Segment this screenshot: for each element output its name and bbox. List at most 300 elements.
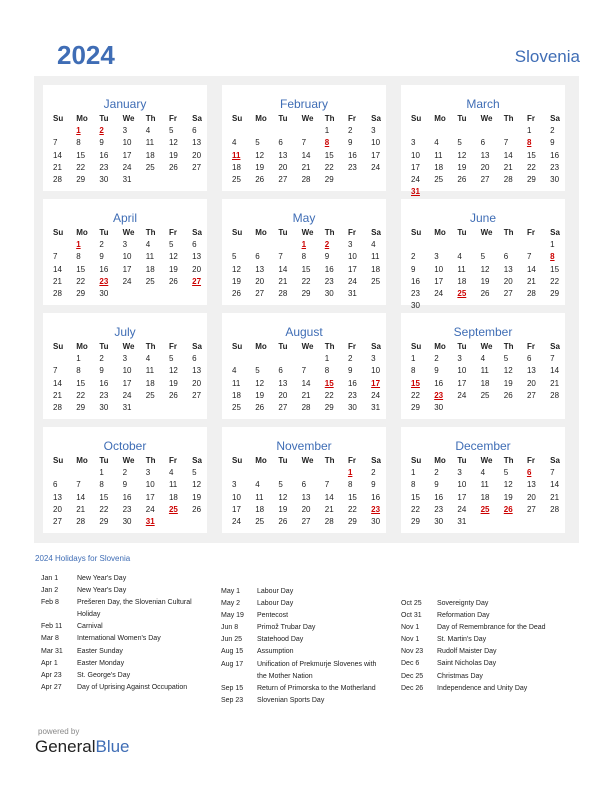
day-cell: 20 xyxy=(53,504,62,514)
day-cell: 25 xyxy=(232,402,241,412)
empty-cell xyxy=(51,240,74,252)
day-cell: 22 xyxy=(76,276,86,286)
weekday-header: Su xyxy=(53,228,64,237)
day-cell: 7 xyxy=(526,252,532,262)
day-cell: 15 xyxy=(411,492,420,502)
day-cell: 29 xyxy=(324,402,334,412)
month-days-grid xyxy=(51,342,207,415)
month-september xyxy=(401,313,565,419)
month-days-grid xyxy=(51,456,207,529)
day-cell: 28 xyxy=(301,174,311,184)
holiday-day-cell: 17 xyxy=(371,378,381,388)
day-cell: 30 xyxy=(434,516,444,526)
holiday-date: May 19 xyxy=(221,612,244,620)
day-cell: 4 xyxy=(371,240,376,250)
weekday-header: We xyxy=(122,456,135,465)
day-cell: 3 xyxy=(232,480,237,490)
empty-cell xyxy=(230,240,253,252)
weekday-header: We xyxy=(122,342,135,351)
day-cell: 7 xyxy=(324,480,330,490)
day-cell: 24 xyxy=(347,276,357,286)
weekday-header: We xyxy=(480,228,493,237)
holiday-date: Oct 31 xyxy=(401,612,422,620)
day-cell: 2 xyxy=(411,252,416,262)
holiday-name: Assumption xyxy=(257,648,294,656)
day-cell: 28 xyxy=(76,516,86,526)
day-cell: 20 xyxy=(480,162,490,172)
day-cell: 27 xyxy=(192,390,202,400)
day-cell: 19 xyxy=(255,390,265,400)
weekday-header: Fr xyxy=(347,114,356,123)
month-july xyxy=(43,313,207,419)
day-cell: 6 xyxy=(192,240,197,250)
weekday-header: We xyxy=(301,228,314,237)
day-cell: 15 xyxy=(76,378,86,388)
empty-cell xyxy=(51,468,74,480)
holiday-entry xyxy=(41,585,216,597)
weekday-header: Th xyxy=(324,456,335,465)
day-cell: 10 xyxy=(122,138,132,148)
day-cell: 2 xyxy=(99,240,104,250)
day-cell: 24 xyxy=(457,504,467,514)
month-name: March xyxy=(466,97,500,111)
day-cell: 31 xyxy=(457,516,467,526)
holidays-title: 2024 Holidays for Slovenia xyxy=(35,554,131,563)
day-cell: 9 xyxy=(99,366,104,376)
day-cell: 5 xyxy=(480,252,486,262)
weekday-header: Su xyxy=(411,228,422,237)
holiday-name: Unification of Prekmurje Slovenes with the Mother Nation xyxy=(257,660,377,680)
weekday-header: Mo xyxy=(76,228,88,237)
weekday-header: Fr xyxy=(526,342,535,351)
weekday-header: Mo xyxy=(434,456,446,465)
day-cell: 25 xyxy=(255,516,265,526)
day-cell: 4 xyxy=(255,480,260,490)
empty-cell xyxy=(276,354,299,366)
empty-cell xyxy=(455,126,478,138)
holiday-day-cell: 2 xyxy=(324,240,330,250)
day-cell: 14 xyxy=(76,492,86,502)
day-cell: 26 xyxy=(192,504,202,514)
day-cell: 26 xyxy=(168,276,178,286)
holiday-name: Easter Monday xyxy=(77,659,125,667)
day-cell: 7 xyxy=(278,252,283,262)
holiday-date: Dec 26 xyxy=(401,684,424,692)
day-cell: 8 xyxy=(301,252,307,262)
day-cell: 4 xyxy=(457,252,462,262)
holiday-entry xyxy=(401,683,581,695)
day-cell: 11 xyxy=(232,378,241,388)
day-cell: 19 xyxy=(232,276,241,286)
day-cell: 20 xyxy=(526,378,536,388)
day-cell: 28 xyxy=(550,504,560,514)
day-cell: 9 xyxy=(99,252,104,262)
weekday-header: Su xyxy=(411,114,422,123)
holiday-date: Apr 1 xyxy=(41,659,58,667)
weekday-header: Su xyxy=(53,456,64,465)
holiday-entry xyxy=(401,658,581,670)
month-days-grid xyxy=(409,456,565,529)
day-cell: 20 xyxy=(255,276,265,286)
holiday-day-cell: 23 xyxy=(371,504,381,514)
empty-cell xyxy=(300,468,323,480)
weekday-header: Sa xyxy=(371,456,381,465)
day-cell: 12 xyxy=(503,366,513,376)
day-cell: 6 xyxy=(503,252,509,262)
holiday-entry xyxy=(221,622,386,634)
month-may xyxy=(222,199,386,305)
day-cell: 15 xyxy=(301,264,311,274)
day-cell: 23 xyxy=(347,162,357,172)
day-cell: 26 xyxy=(278,516,288,526)
day-cell: 5 xyxy=(168,354,174,364)
day-cell: 15 xyxy=(76,150,86,160)
day-cell: 30 xyxy=(122,516,132,526)
day-cell: 12 xyxy=(168,252,178,262)
month-january xyxy=(43,85,207,191)
holiday-entry xyxy=(221,695,386,707)
day-cell: 21 xyxy=(550,378,560,388)
day-cell: 14 xyxy=(278,264,288,274)
holiday-name: Day of Remembrance for the Dead xyxy=(437,624,546,632)
month-name: November xyxy=(276,439,332,453)
day-cell: 28 xyxy=(53,288,62,298)
day-cell: 10 xyxy=(122,252,132,262)
day-cell: 30 xyxy=(371,516,381,526)
day-cell: 25 xyxy=(371,276,381,286)
day-cell: 21 xyxy=(301,390,311,400)
day-cell: 14 xyxy=(324,492,334,502)
day-cell: 16 xyxy=(324,264,334,274)
holiday-entry xyxy=(401,646,581,658)
day-cell: 11 xyxy=(168,480,178,490)
holiday-day-cell: 25 xyxy=(480,504,490,514)
holiday-day-cell: 1 xyxy=(76,126,81,136)
day-cell: 2 xyxy=(122,468,128,478)
day-cell: 20 xyxy=(278,162,288,172)
holiday-day-cell: 2 xyxy=(99,126,104,136)
day-cell: 31 xyxy=(122,402,132,412)
day-cell: 16 xyxy=(347,150,357,160)
day-cell: 17 xyxy=(232,504,241,514)
holiday-name: New Year's Day xyxy=(77,575,127,582)
day-cell: 13 xyxy=(503,264,513,274)
day-cell: 21 xyxy=(53,162,62,172)
weekday-header: Su xyxy=(232,456,243,465)
day-cell: 12 xyxy=(255,150,265,160)
holiday-entry xyxy=(221,586,386,598)
day-cell: 6 xyxy=(278,366,283,376)
month-march xyxy=(401,85,565,197)
empty-cell xyxy=(253,240,276,252)
holiday-day-cell: 31 xyxy=(411,187,420,197)
day-cell: 21 xyxy=(53,390,62,400)
month-days-grid xyxy=(51,114,207,187)
empty-cell xyxy=(525,240,548,252)
holiday-date: May 2 xyxy=(221,600,241,608)
day-cell: 6 xyxy=(278,138,283,148)
day-cell: 12 xyxy=(480,264,490,274)
weekday-header: Sa xyxy=(192,114,202,123)
day-cell: 29 xyxy=(411,402,420,412)
day-cell: 14 xyxy=(550,366,560,376)
weekday-header: We xyxy=(301,114,314,123)
weekday-header: Mo xyxy=(255,342,267,351)
day-cell: 6 xyxy=(301,480,307,490)
holiday-entry xyxy=(221,598,386,610)
day-cell: 22 xyxy=(550,276,560,286)
weekday-header: Fr xyxy=(168,114,177,123)
day-cell: 5 xyxy=(232,252,237,262)
day-cell: 13 xyxy=(526,480,536,490)
day-cell: 17 xyxy=(434,276,444,286)
holiday-name: Pentecost xyxy=(257,612,289,620)
empty-cell xyxy=(300,354,323,366)
day-cell: 14 xyxy=(301,378,311,388)
holiday-name: Carnival xyxy=(77,623,103,631)
holiday-name: Labour Day xyxy=(257,600,294,608)
powered-by-text: powered by xyxy=(38,727,80,736)
day-cell: 22 xyxy=(324,390,334,400)
day-cell: 25 xyxy=(232,174,241,184)
day-cell: 24 xyxy=(145,504,155,514)
holiday-entry xyxy=(41,658,216,670)
generalblue-logo[interactable] xyxy=(35,737,130,757)
day-cell: 5 xyxy=(168,240,174,250)
day-cell: 10 xyxy=(411,150,420,160)
holiday-entry xyxy=(41,633,216,645)
holiday-name: Christmas Day xyxy=(437,672,483,680)
weekday-header: Tu xyxy=(99,342,109,351)
weekday-header: Th xyxy=(324,228,335,237)
holiday-name: Prešeren Day, the Slovenian Cultural Holiday xyxy=(77,599,192,619)
day-cell: 11 xyxy=(255,492,264,502)
day-cell: 2 xyxy=(371,468,376,478)
holiday-name: International Women's Day xyxy=(77,635,161,643)
day-cell: 11 xyxy=(434,150,443,160)
day-cell: 30 xyxy=(99,402,109,412)
holiday-entry xyxy=(41,682,216,694)
day-cell: 23 xyxy=(99,390,109,400)
day-cell: 29 xyxy=(76,288,86,298)
day-cell: 19 xyxy=(168,264,178,274)
day-cell: 18 xyxy=(480,378,490,388)
empty-cell xyxy=(253,126,276,138)
day-cell: 4 xyxy=(232,366,237,376)
holiday-day-cell: 26 xyxy=(503,504,513,514)
empty-cell xyxy=(432,240,455,252)
day-cell: 11 xyxy=(371,252,380,262)
holiday-entry xyxy=(221,659,386,683)
day-cell: 24 xyxy=(457,390,467,400)
empty-cell xyxy=(230,126,253,138)
logo-blue: Blue xyxy=(95,737,130,756)
day-cell: 22 xyxy=(99,504,109,514)
empty-cell xyxy=(51,126,74,138)
month-days-grid xyxy=(409,342,565,415)
day-cell: 1 xyxy=(76,354,81,364)
day-cell: 5 xyxy=(503,468,509,478)
day-cell: 1 xyxy=(411,468,416,478)
day-cell: 16 xyxy=(99,150,109,160)
day-cell: 5 xyxy=(503,354,509,364)
weekday-header: Th xyxy=(503,456,514,465)
day-cell: 19 xyxy=(503,492,513,502)
holiday-name: Return of Primorska to the Motherland xyxy=(257,684,376,692)
day-cell: 8 xyxy=(347,480,353,490)
day-cell: 22 xyxy=(411,504,420,514)
weekday-header: Tu xyxy=(99,114,109,123)
weekday-header: Fr xyxy=(347,342,356,351)
holiday-date: Jan 1 xyxy=(41,575,59,582)
day-cell: 24 xyxy=(371,162,381,172)
weekday-header: Tu xyxy=(278,228,288,237)
weekday-header: Su xyxy=(232,228,243,237)
day-cell: 27 xyxy=(301,516,311,526)
weekday-header: Sa xyxy=(550,456,560,465)
day-cell: 19 xyxy=(192,492,202,502)
day-cell: 4 xyxy=(434,138,439,148)
day-cell: 3 xyxy=(371,126,376,136)
day-cell: 17 xyxy=(122,150,132,160)
day-cell: 19 xyxy=(168,378,178,388)
day-cell: 18 xyxy=(145,264,155,274)
day-cell: 7 xyxy=(301,366,307,376)
day-cell: 11 xyxy=(145,138,155,148)
day-cell: 21 xyxy=(76,504,86,514)
day-cell: 22 xyxy=(526,162,536,172)
holiday-entry xyxy=(401,598,581,610)
day-cell: 29 xyxy=(411,516,420,526)
day-cell: 29 xyxy=(99,516,109,526)
holiday-name: Labour Day xyxy=(257,588,294,595)
weekday-header: Th xyxy=(145,228,156,237)
day-cell: 7 xyxy=(53,138,58,148)
empty-cell xyxy=(409,126,432,138)
holiday-day-cell: 25 xyxy=(168,504,178,514)
day-cell: 26 xyxy=(232,288,241,298)
weekday-header: Th xyxy=(324,342,335,351)
weekday-header: Fr xyxy=(168,456,177,465)
day-cell: 17 xyxy=(145,492,155,502)
weekday-header: Tu xyxy=(457,114,467,123)
holiday-column-1 xyxy=(41,573,216,694)
day-cell: 26 xyxy=(255,174,265,184)
day-cell: 3 xyxy=(457,468,462,478)
day-cell: 26 xyxy=(503,390,513,400)
day-cell: 16 xyxy=(371,492,381,502)
day-cell: 16 xyxy=(434,492,444,502)
month-name: April xyxy=(112,211,137,225)
day-cell: 24 xyxy=(122,276,132,286)
day-cell: 20 xyxy=(192,264,202,274)
holiday-date: Feb 11 xyxy=(41,623,63,631)
day-cell: 5 xyxy=(278,480,283,490)
holiday-date: Dec 6 xyxy=(401,660,420,668)
day-cell: 23 xyxy=(324,276,334,286)
year-title: 2024 xyxy=(57,40,115,70)
day-cell: 7 xyxy=(550,468,555,478)
day-cell: 3 xyxy=(122,354,128,364)
day-cell: 20 xyxy=(503,276,513,286)
holiday-date: Sep 23 xyxy=(221,696,244,704)
day-cell: 16 xyxy=(411,276,420,286)
weekday-header: Sa xyxy=(192,342,202,351)
day-cell: 26 xyxy=(480,288,490,298)
day-cell: 15 xyxy=(347,492,357,502)
day-cell: 18 xyxy=(371,264,381,274)
day-cell: 8 xyxy=(411,366,416,376)
day-cell: 14 xyxy=(53,264,62,274)
day-cell: 24 xyxy=(122,162,132,172)
day-cell: 21 xyxy=(550,492,560,502)
day-cell: 7 xyxy=(503,138,509,148)
day-cell: 20 xyxy=(301,504,311,514)
empty-cell xyxy=(455,240,478,252)
day-cell: 6 xyxy=(255,252,260,262)
day-cell: 26 xyxy=(168,162,178,172)
day-cell: 1 xyxy=(324,126,330,136)
day-cell: 5 xyxy=(168,126,174,136)
day-cell: 4 xyxy=(145,240,151,250)
month-name: July xyxy=(114,325,136,339)
empty-cell xyxy=(432,126,455,138)
weekday-header: Tu xyxy=(99,456,109,465)
day-cell: 22 xyxy=(76,390,86,400)
weekday-header: Mo xyxy=(255,114,267,123)
day-cell: 12 xyxy=(192,480,202,490)
day-cell: 28 xyxy=(53,402,62,412)
weekday-header: Th xyxy=(503,342,514,351)
day-cell: 16 xyxy=(122,492,132,502)
day-cell: 4 xyxy=(168,468,174,478)
day-cell: 27 xyxy=(192,162,202,172)
day-cell: 11 xyxy=(480,480,489,490)
holiday-date: Apr 23 xyxy=(41,671,62,679)
day-cell: 24 xyxy=(434,288,444,298)
day-cell: 9 xyxy=(371,480,376,490)
holiday-date: Nov 1 xyxy=(401,624,420,632)
day-cell: 27 xyxy=(255,288,265,298)
day-cell: 3 xyxy=(411,138,416,148)
month-june xyxy=(401,199,565,311)
empty-cell xyxy=(300,126,323,138)
month-name: June xyxy=(469,211,497,225)
day-cell: 3 xyxy=(434,252,439,262)
day-cell: 18 xyxy=(480,492,490,502)
day-cell: 5 xyxy=(192,468,197,478)
month-name: May xyxy=(292,211,316,225)
day-cell: 5 xyxy=(255,138,260,148)
holiday-day-cell: 23 xyxy=(434,390,444,400)
weekday-header: Tu xyxy=(278,456,288,465)
day-cell: 23 xyxy=(99,162,109,172)
holiday-date: Oct 25 xyxy=(401,600,422,607)
month-april xyxy=(43,199,207,305)
day-cell: 10 xyxy=(371,366,381,376)
day-cell: 28 xyxy=(53,174,62,184)
weekday-header: Su xyxy=(411,456,422,465)
weekday-header: Fr xyxy=(526,114,535,123)
weekday-header: Sa xyxy=(371,114,381,123)
weekday-header: Th xyxy=(503,228,514,237)
day-cell: 12 xyxy=(278,492,288,502)
empty-cell xyxy=(502,240,525,252)
day-cell: 28 xyxy=(301,402,311,412)
day-cell: 10 xyxy=(457,480,467,490)
day-cell: 10 xyxy=(145,480,155,490)
day-cell: 17 xyxy=(347,264,357,274)
